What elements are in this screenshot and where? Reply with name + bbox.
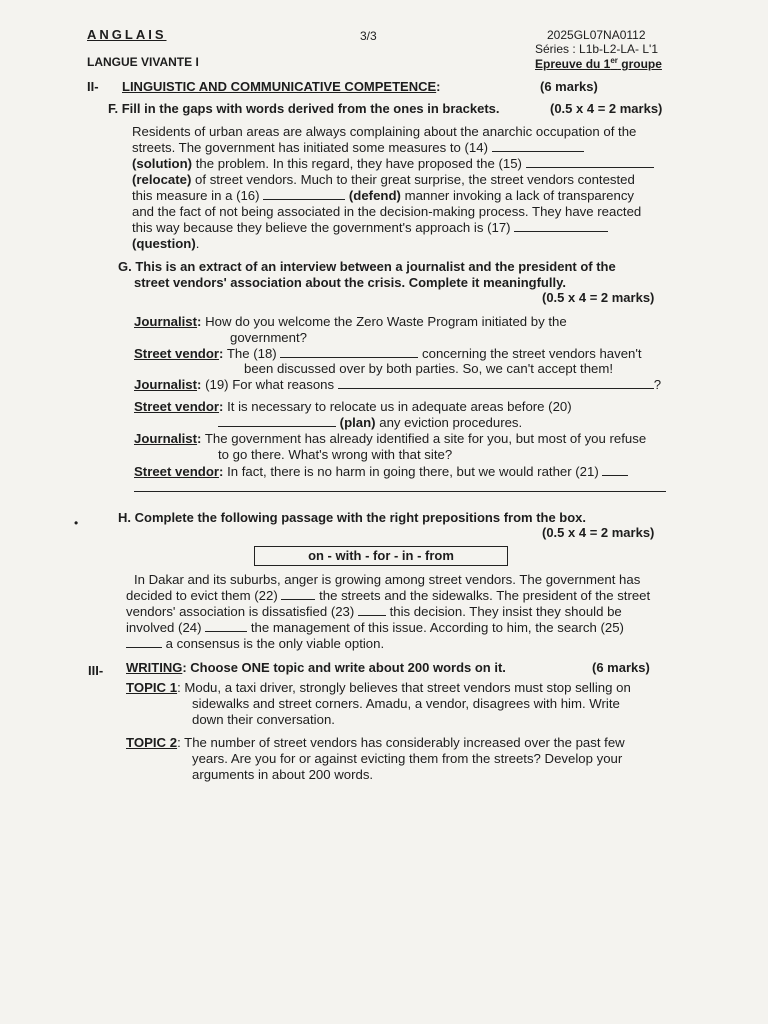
blank-23[interactable] xyxy=(358,604,386,616)
part-f-line-8: (question). xyxy=(132,236,200,251)
margin-bullet: • xyxy=(74,516,79,530)
part-h-line-3: vendors' association is dissatisfied (23) this decision. They insist they should be xyxy=(126,604,622,619)
blank-20[interactable] xyxy=(218,415,336,427)
part-g-title-1: G. This is an extract of an interview between a journalist and the president of the xyxy=(118,259,616,274)
part-h-title: H. Complete the following passage with the right prepositions from the box. xyxy=(118,510,587,525)
part-h-marks: (0.5 x 4 = 2 marks) xyxy=(542,525,655,540)
part-f-line-1: Residents of urban areas are always complaining about the anarchic occupation of the xyxy=(132,124,637,139)
section-3-title: WRITING: Choose ONE topic and write about 200 words on it. xyxy=(126,660,506,675)
section-2-marks: (6 marks) xyxy=(540,79,598,94)
part-f-line-6: and the fact of not being associated in the decision-making process. They have reacted xyxy=(132,204,642,219)
part-f-title: F. Fill in the gaps with words derived from the ones in brackets. xyxy=(108,101,500,116)
exam-code: 2025GL07NA0112 xyxy=(547,28,646,42)
blank-25[interactable] xyxy=(126,636,162,648)
series-label: Séries : L1b-L2-LA- L'1 xyxy=(535,42,659,56)
vendor-line-3: Street vendor: In fact, there is no harm in going there, but we would rather (21) xyxy=(134,464,628,480)
topic-2-line-1: TOPIC 2: The number of street vendors has considerably increased over the past few xyxy=(126,735,625,750)
topic-1-line-3: down their conversation. xyxy=(192,712,335,727)
part-f-line-3: (solution) the problem. In this regard, they have proposed the (15) xyxy=(132,156,654,172)
section-2-number: II- xyxy=(87,79,99,94)
blank-21-continuation[interactable] xyxy=(134,491,666,492)
journalist-line-2: Journalist: (19) For what reasons ? xyxy=(134,377,662,392)
part-g-marks: (0.5 x 4 = 2 marks) xyxy=(542,290,655,305)
vendor-line-1: Street vendor: The (18) concerning the street vendors haven't xyxy=(134,346,642,361)
journalist-line-1b: government? xyxy=(230,330,307,345)
journalist-line-3b: to go there. What's wrong with that site? xyxy=(218,447,453,462)
page-number: 3/3 xyxy=(360,29,377,43)
language-label: LANGUE VIVANTE I xyxy=(87,55,199,69)
section-2-title: LINGUISTIC AND COMMUNICATIVE COMPETENCE: xyxy=(122,79,441,94)
blank-15[interactable] xyxy=(526,156,654,168)
blank-19[interactable] xyxy=(338,377,654,389)
part-f-line-7: this way because they believe the government's approach is (17) xyxy=(132,220,608,236)
blank-24[interactable] xyxy=(205,620,247,632)
section-3-number: III- xyxy=(88,663,104,678)
part-f-line-2: streets. The government has initiated some measures to (14) xyxy=(132,140,584,156)
part-f-marks: (0.5 x 4 = 2 marks) xyxy=(550,101,663,116)
part-h-line-1: In Dakar and its suburbs, anger is growing among street vendors. The government has xyxy=(134,572,641,587)
topic-1-line-2: sidewalks and street corners. Amadu, a vendor, disagrees with him. Write xyxy=(192,696,620,711)
part-h-line-2: decided to evict them (22) the streets and the sidewalks. The president of the street xyxy=(126,588,651,603)
part-h-line-5: a consensus is the only viable option. xyxy=(126,636,384,652)
vendor-line-1b: been discussed over by both parties. So, we can't accept them! xyxy=(244,361,614,376)
exam-group-label: Epreuve du 1er groupe xyxy=(535,56,662,71)
blank-14[interactable] xyxy=(492,140,584,152)
section-3-marks: (6 marks) xyxy=(592,660,650,675)
part-h-line-4: involved (24) the management of this issue. According to him, the search (25) xyxy=(126,620,624,635)
topic-2-line-2: years. Are you for or against evicting them from the streets? Develop your xyxy=(192,751,623,766)
part-g-title-2: street vendors' association about the crisis. Complete it meaningfully. xyxy=(134,275,566,290)
blank-22[interactable] xyxy=(281,588,315,600)
blank-21[interactable] xyxy=(602,464,628,476)
subject-title: ANGLAIS xyxy=(87,27,167,42)
topic-1-line-1: TOPIC 1: Modu, a taxi driver, strongly believes that street vendors must stop selling on xyxy=(126,680,631,695)
journalist-line-1: Journalist: How do you welcome the Zero Waste Program initiated by the xyxy=(134,314,567,329)
blank-18[interactable] xyxy=(280,346,418,358)
part-f-line-5: this measure in a (16) (defend) manner invoking a lack of transparency xyxy=(132,188,635,203)
vendor-line-2b: (plan) any eviction procedures. xyxy=(218,415,522,431)
blank-16[interactable] xyxy=(263,188,345,200)
part-f-line-4: (relocate) of street vendors. Much to their great surprise, the street vendors contested xyxy=(132,172,635,187)
journalist-line-3: Journalist: The government has already identified a site for you, but most of you refuse xyxy=(134,431,647,446)
preposition-box: on - with - for - in - from xyxy=(254,546,508,566)
blank-17[interactable] xyxy=(514,220,608,232)
vendor-line-2: Street vendor: It is necessary to relocate us in adequate areas before (20) xyxy=(134,399,572,414)
topic-2-line-3: arguments in about 200 words. xyxy=(192,767,374,782)
